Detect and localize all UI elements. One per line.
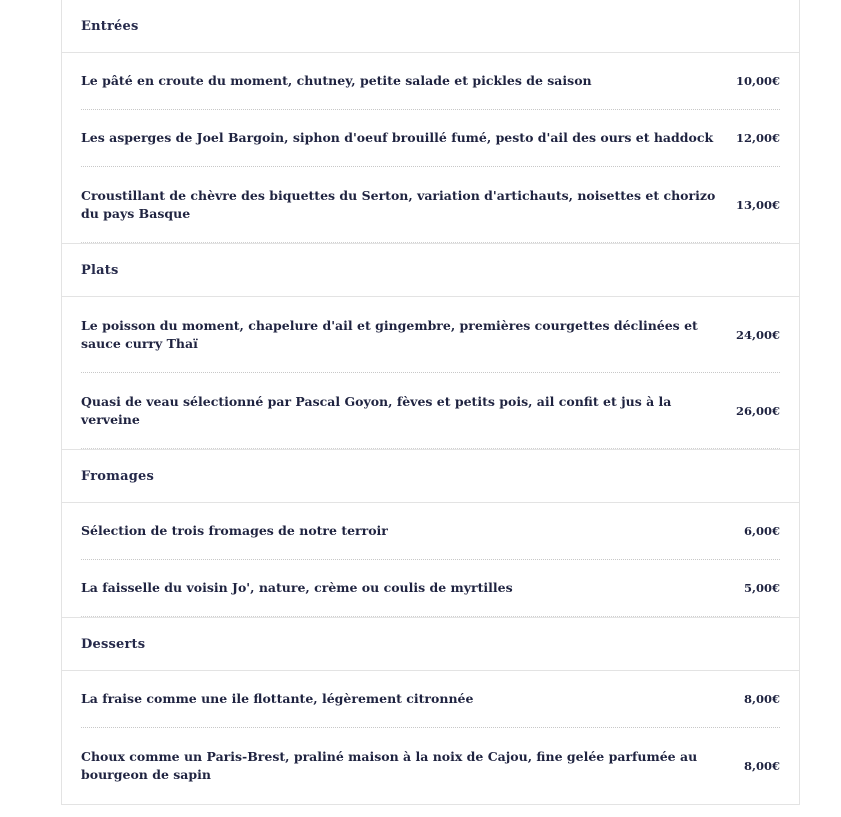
section-title: Desserts: [81, 636, 146, 652]
item-name: Choux comme un Paris-Brest, praliné maison à la noix de Cajou, fine gelée parfumée au bourgeon de sapin: [81, 749, 698, 782]
section-header-plats: [61, 244, 800, 296]
menu-item: [81, 110, 780, 167]
menu-item: [81, 297, 780, 373]
section-header-desserts: [61, 618, 800, 670]
item-name: Le pâté en croute du moment, chutney, petite salade et pickles de saison: [81, 73, 592, 88]
menu-item: [81, 671, 780, 728]
section-title: Plats: [81, 262, 119, 278]
menu-item: [81, 503, 780, 560]
item-price: 6,00€: [743, 524, 780, 538]
item-price: 8,00€: [743, 692, 780, 706]
section-title: Entrées: [81, 18, 139, 34]
section-items-fromages: [61, 502, 800, 618]
item-price: 13,00€: [735, 197, 780, 212]
section-items-plats: [61, 296, 800, 450]
menu-item: [81, 167, 780, 243]
section-header-entrees: [61, 0, 800, 52]
item-name: Sélection de trois fromages de notre terroir: [81, 523, 388, 538]
menu-item: [81, 728, 780, 804]
section-items-desserts: [61, 670, 800, 805]
menu-item: [81, 373, 780, 449]
item-price: 10,00€: [735, 74, 780, 88]
section-title: Fromages: [81, 468, 154, 484]
item-name: Croustillant de chèvre des biquettes du Serton, variation d'artichauts, noisettes et chorizo du pays Basque: [81, 187, 716, 221]
menu-item: [81, 53, 780, 110]
item-price: 5,00€: [743, 581, 780, 595]
item-name: La fraise comme une ile flottante, légèrement citronnée: [81, 691, 474, 706]
item-price: 26,00€: [735, 403, 780, 418]
item-name: Le poisson du moment, chapelure d'ail et gingembre, premières courgettes déclinées et sauce curry Thaï: [81, 317, 698, 351]
item-price: 24,00€: [735, 327, 780, 342]
section-header-fromages: [61, 450, 800, 502]
item-name: La faisselle du voisin Jo', nature, crème ou coulis de myrtilles: [81, 580, 513, 595]
menu: [61, 0, 800, 805]
item-price: 12,00€: [735, 131, 780, 145]
item-name: Les asperges de Joel Bargoin, siphon d'oeuf brouillé fumé, pesto d'ail des ours et haddock: [81, 130, 714, 145]
item-name: Quasi de veau sélectionné par Pascal Goyon, fèves et petits pois, ail confit et jus à la verveine: [81, 393, 672, 427]
menu-item: [81, 560, 780, 617]
item-price: 8,00€: [743, 759, 780, 773]
section-items-entrees: [61, 52, 800, 244]
